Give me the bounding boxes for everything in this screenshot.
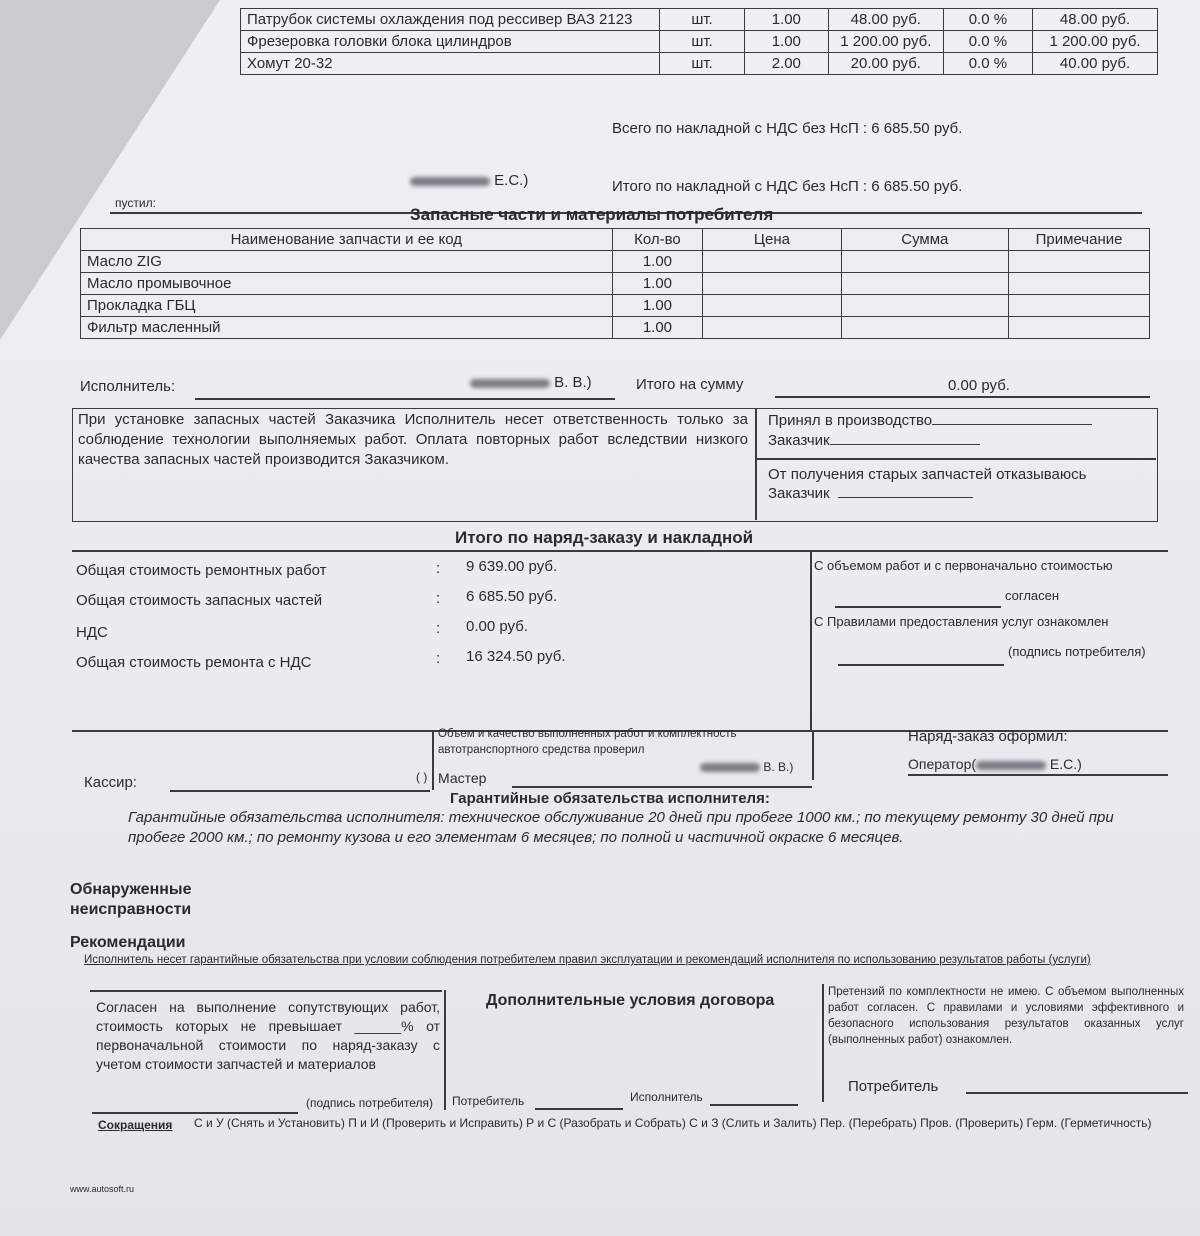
item-price: 48.00 руб. [828, 9, 943, 31]
signature-line [535, 1108, 623, 1110]
divider [432, 730, 434, 790]
signature-line [838, 497, 973, 498]
website-footer: www.autosoft.ru [70, 1184, 135, 1194]
table-row [241, 9, 1158, 31]
consumer-signature-label: (подпись потребителя) [1008, 644, 1146, 659]
item-name: Хомут 20-32 [241, 53, 660, 75]
operator-text: Оператор( [908, 756, 977, 772]
signature-line [195, 398, 615, 400]
defects-label: Обнаруженные неисправности [70, 881, 192, 918]
total-parts-value: 6 685.50 руб. [466, 588, 558, 605]
signature-line [170, 790, 430, 792]
total-repair-value: 9 639.00 руб. [466, 558, 558, 575]
col-qty: Кол-во [612, 229, 703, 251]
order-issued-label: Наряд-заказ оформил: [908, 728, 1068, 745]
divider [756, 458, 1156, 460]
accepted-label [768, 412, 1092, 429]
colon: : [436, 560, 441, 577]
part-qty: 1.00 [612, 273, 703, 295]
released-initials: Е.С.) [494, 172, 529, 189]
table-header [81, 229, 1150, 251]
item-name: Фрезеровка головки блока цилиндров [241, 31, 660, 53]
rules-label: С Правилами предоставления услуг ознакомлен [814, 614, 1109, 629]
item-price: 1 200.00 руб. [828, 31, 943, 53]
master-signature [700, 760, 793, 774]
consumer-signature: (подпись потребителя) [306, 1096, 434, 1110]
released-by [410, 172, 528, 189]
recommendations-label: Рекомендации [70, 934, 186, 951]
signature-line [92, 1112, 298, 1114]
consumer-label-3: Потребитель [848, 1078, 939, 1095]
operator-initials: Е.С.) [1049, 756, 1082, 772]
refuse-old-parts: От получения старых запчастей отказываюсь [768, 466, 1087, 483]
customer-label-1 [768, 432, 980, 449]
item-qty: 2.00 [744, 53, 828, 75]
table-row [81, 317, 1150, 339]
col-price: Цена [703, 229, 841, 251]
item-qty: 1.00 [744, 31, 828, 53]
part-qty: 1.00 [612, 317, 703, 339]
total-with-vat-label: Общая стоимость ремонта с НДС [76, 654, 312, 671]
item-discount: 0.0 % [943, 9, 1032, 31]
redacted-name [976, 761, 1046, 770]
total-sum-label: Итого на сумму [636, 376, 744, 393]
redacted-name [470, 379, 550, 388]
customer-text: Заказчик [768, 432, 830, 449]
signature-line [775, 396, 1150, 398]
responsibility-text: При установке запасных частей Заказчика Исполнитель несет ответственность только за соблюдение технологии выполняемых работ. Оплата повторных работ вследствии низкого качества запасных частей производится Заказчиком. [78, 411, 748, 468]
totals-title: Итого по наряд-заказу и накладной [455, 528, 754, 547]
divider [812, 730, 814, 780]
redacted-name [700, 763, 760, 772]
signature-line [838, 664, 1004, 666]
conditions-note: Исполнитель несет гарантийные обязательства при условии соблюдения потребителем правил эксплуатации и рекомендаций исполнителя по использованию результатов работы (услуги) [84, 954, 1091, 966]
total-with-vat-value: 16 324.50 руб. [466, 648, 566, 665]
item-sum: 1 200.00 руб. [1033, 31, 1158, 53]
executor-label: Исполнитель: [80, 378, 176, 395]
additional-conditions-title: Дополнительные условия договора [486, 992, 775, 1009]
table-row [241, 31, 1158, 53]
signature-line [966, 1092, 1188, 1094]
released-label: пустил: [115, 196, 156, 210]
item-unit: шт. [660, 53, 744, 75]
part-name: Фильтр масленный [81, 317, 613, 339]
col-sum: Сумма [841, 229, 1008, 251]
col-note: Примечание [1009, 229, 1150, 251]
invoice-total-1: Всего по накладной с НДС без НсП : 6 685.50 руб. [612, 120, 963, 137]
redacted-name [410, 177, 490, 186]
divider [444, 990, 446, 1110]
master-label: Мастер [438, 770, 487, 786]
item-discount: 0.0 % [943, 53, 1032, 75]
item-qty: 1.00 [744, 9, 828, 31]
table-row [81, 251, 1150, 273]
total-repair-label: Общая стоимость ремонтных работ [76, 562, 327, 579]
colon: : [436, 590, 441, 607]
table-row [81, 273, 1150, 295]
checked-label: Объем и качество выполненных работ и комплектность автотранспортного средства проверил [438, 728, 737, 756]
operator-label [908, 756, 1082, 772]
executor-label-2: Исполнитель [630, 1090, 703, 1104]
divider [810, 550, 812, 730]
agree-extra-text: Согласен на выполнение сопутствующих работ, стоимость которых не превышает ______% от первоначальной стоимости по наряд-заказу с учетом стоимости запчастей и материалов [96, 999, 440, 1072]
signature-line [830, 444, 980, 445]
abbreviations-text: С и У (Снять и Установить) П и И (Проверить и Исправить) Р и С (Разобрать и Собрать) С и З (Слить и Залить) Пер. (Перебрать) Пров. (Проверить) Герм. (Герметичность) [194, 1116, 1152, 1130]
warranty-text: Гарантийные обязательства исполнителя: техническое обслуживание 20 дней при пробеге 1000 км.; по текущему ремонту 30 дней при пробеге 2000 км.; по ремонту кузова и его элементам 6 месяцев; по полной и частичной окраске 6 месяцев. [128, 809, 1114, 846]
item-sum: 48.00 руб. [1033, 9, 1158, 31]
agree-scope-label: С объемом работ и с первоначально стоимостью [814, 558, 1113, 573]
item-price: 20.00 руб. [828, 53, 943, 75]
divider [72, 550, 1168, 552]
warranty-title: Гарантийные обязательства исполнителя: [450, 790, 770, 807]
invoice-total-2: Итого по накладной с НДС без НсП : 6 685.50 руб. [612, 178, 963, 195]
claims-text: Претензий по комплектности не имею. С объемом выполненных работ согласен. С правилами и условиями эффективного и безопасного использования результатов оказанных услуг (выполненных работ) ознакомлен. [828, 986, 1184, 1046]
divider [755, 408, 757, 520]
item-unit: шт. [660, 9, 744, 31]
divider [822, 984, 824, 1102]
total-sum-value: 0.00 руб. [948, 377, 1010, 394]
master-initials: В. В.) [763, 760, 794, 774]
executor-signature [470, 374, 592, 391]
accepted-text: Принял в производство [768, 412, 933, 429]
cashier-parens: ( ) [416, 770, 428, 784]
customer-label-2 [768, 485, 973, 502]
abbreviations-label: Сокращения [98, 1118, 173, 1132]
part-name: Масло ZIG [81, 251, 613, 273]
total-parts-label: Общая стоимость запасных частей [76, 592, 323, 609]
vat-label: НДС [76, 624, 108, 641]
signature-line [710, 1104, 798, 1106]
signature-line [932, 424, 1092, 425]
item-unit: шт. [660, 31, 744, 53]
signature-line [908, 774, 1168, 776]
vat-value: 0.00 руб. [466, 618, 528, 635]
consumer-parts-table [80, 228, 1150, 339]
executor-initials: В. В.) [554, 374, 592, 391]
table-row [81, 295, 1150, 317]
divider [90, 990, 442, 992]
agreed-label: согласен [1005, 588, 1060, 603]
signature-line [835, 606, 1001, 608]
part-name: Масло промывочное [81, 273, 613, 295]
colon: : [436, 620, 441, 637]
colon: : [436, 650, 441, 667]
part-qty: 1.00 [612, 295, 703, 317]
part-qty: 1.00 [612, 251, 703, 273]
consumer-label: Потребитель [452, 1094, 525, 1108]
col-name: Наименование запчасти и ее код [81, 229, 613, 251]
table-row [241, 53, 1158, 75]
part-name: Прокладка ГБЦ [81, 295, 613, 317]
customer-text: Заказчик [768, 485, 830, 502]
item-discount: 0.0 % [943, 31, 1032, 53]
signature-line [512, 786, 812, 788]
services-table [240, 8, 1158, 75]
item-sum: 40.00 руб. [1033, 53, 1158, 75]
item-name: Патрубок системы охлаждения под рессивер ВАЗ 2123 [241, 9, 660, 31]
consumer-parts-title: Запасные части и материалы потребителя [410, 205, 774, 224]
cashier-label: Кассир: [84, 774, 137, 791]
